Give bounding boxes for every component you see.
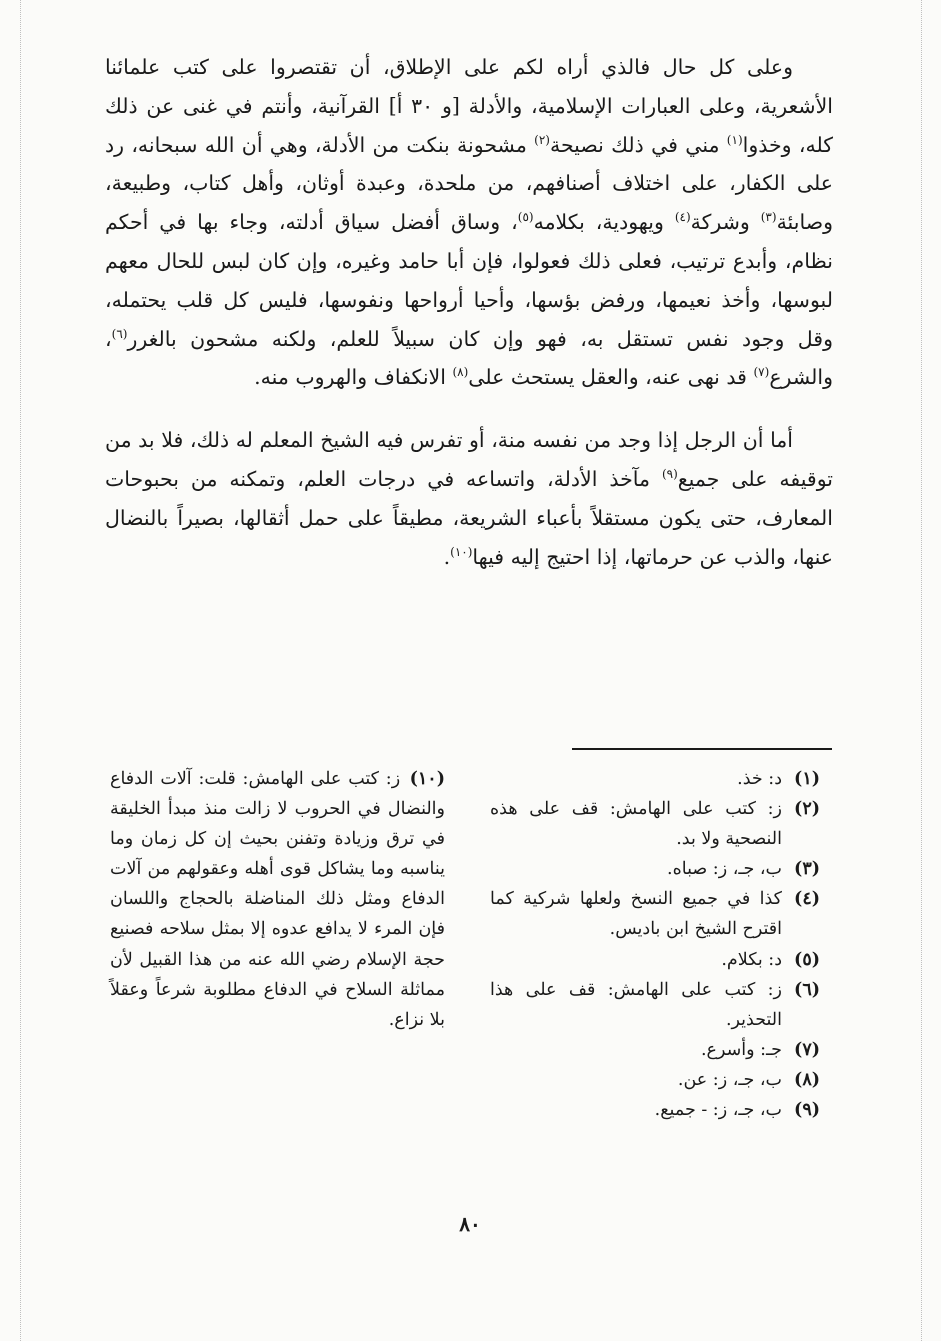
text-segment: . [443, 544, 451, 569]
footnote-separator [572, 748, 832, 750]
footnote-5: (٥)د: بكلام. [721, 949, 820, 970]
footnote-4: (٤)كذا في جميع النسخ ولعلها شركية كما اقترح الشيخ ابن باديس. [490, 889, 820, 940]
footnote-ref: (٤) [674, 210, 691, 225]
footnote-ref: (١٠) [450, 544, 473, 559]
footnote-ref: (٦) [111, 326, 128, 341]
scan-edge-right [921, 0, 926, 1341]
text-segment: وشركة [690, 210, 761, 235]
text-segment: مشحونة بنكت من الأدلة، وهي أن الله سبحانه، رد على الكفار، على اختلاف أصنافهم، من ملحدة، وعبدة أوثان، وأهل كتاب، وطبيعة، وصابئة [105, 132, 833, 235]
footnote-2: (٢)ز: كتب على الهامش: قف على هذه النصحية ولا بد. [490, 799, 820, 850]
text-segment: وعلى كل حال فالذي أراه لكم على الإطلاق، أن تقتصروا على كتب علمائنا الأشعرية، وعلى العبارات الإسلامية، والأدلة [و ٣٠ أ] القرآنية، وأنتم في غنى عن ذلك كله، وخذوا [105, 55, 833, 157]
footnote-3: (٣)ب، جـ، ز: صباه. [667, 859, 820, 880]
text-segment: مني في ذلك نصيحة [549, 132, 720, 157]
footnotes-right-column [490, 764, 820, 1125]
footnote-ref: (٣) [760, 210, 777, 225]
text-segment: ، والشرع [105, 326, 833, 390]
paragraph-2 [105, 421, 833, 576]
footnote-6: (٦)ز: كتب على الهامش: قف على هذا التحذير. [490, 979, 820, 1030]
main-text [105, 48, 833, 576]
footnote-ref: (١) [726, 132, 743, 147]
footnotes-left-column [110, 764, 445, 1035]
text-segment: أما أن الرجل إذا وجد من نفسه منة، أو تفرس فيه الشيخ المعلم له ذلك، فلا بد من توقيفه على جميع [105, 428, 833, 491]
text-segment: ، وساق أفضل سياق أدلته، وجاء بها في أحكم نظام، وأبدع ترتيب، فعلى ذلك فعولوا، فإن أبا حامد وغيره، وإن كان لبس للحال معهم لبوسها، وأخذ نعيمها، ورفض بؤسها، وأحيا أرواحها ونفوسها، فليس كل قلب يحتمله، وقل وجود نفس تستقل به، فهو وإن كان سبيلاً للعلم، ولكنه مشحون بالغرر [105, 210, 833, 351]
footnote-7: (٧)جـ: وأسرع. [700, 1039, 820, 1060]
footnote-9: (٩)ب، جـ، ز: - جميع. [654, 1100, 820, 1121]
text-segment: الانكفاف والهروب منه. [254, 365, 453, 390]
footnote-ref: (٩) [661, 467, 678, 482]
footnote-ref: (٧) [753, 365, 770, 380]
footnote-10: (١٠) ز: كتب على الهامش: قلت: آلات الدفاع والنضال في الحروب لا زالت منذ مبدأ الخليقة في ترق وزيادة وتفنن بحيث إن كل زمان وما يناسبه وما يشاكل قوى أهله وعقولهم من آلات الدفاع ومثل ذلك المناضلة بالحجاج واللسان فإن المرء لا يدافع عدوه إلا بمثل سلاحه فصنيع حجة الإسلام رضي الله عنه من هذا القبيل لأن مماثلة السلاح في الدفاع مطلوبة شرعاً وعقلاً بلا نزاع. [110, 769, 445, 1030]
paragraph-1 [105, 48, 833, 397]
scan-edge-left [20, 0, 25, 1341]
page-number: ٨٠ [459, 1212, 481, 1236]
footnote-ref: (٨) [452, 365, 469, 380]
footnote-8: (٨)ب، جـ، ز: عن. [677, 1069, 820, 1090]
footnote-ref: (٢) [534, 132, 550, 147]
text-segment: ويهودية، بكلامه [533, 210, 675, 235]
text-segment: قد نهى عنه، والعقل يستحث على [468, 365, 754, 390]
footnote-ref: (٥) [517, 210, 534, 225]
text-segment: مآخذ الأدلة، واتساعه في درجات العلم، وتمكنه من بحبوحات المعارف، حتى يكون مستقلاً بأعباء الشريعة، مطيقاً على حمل أثقالها، بصيراً بالنضال عنها، والذب عن حرماتها، إذا احتيج إليه فيها [105, 466, 833, 569]
footnote-1: (١)د: خذ. [737, 769, 820, 789]
